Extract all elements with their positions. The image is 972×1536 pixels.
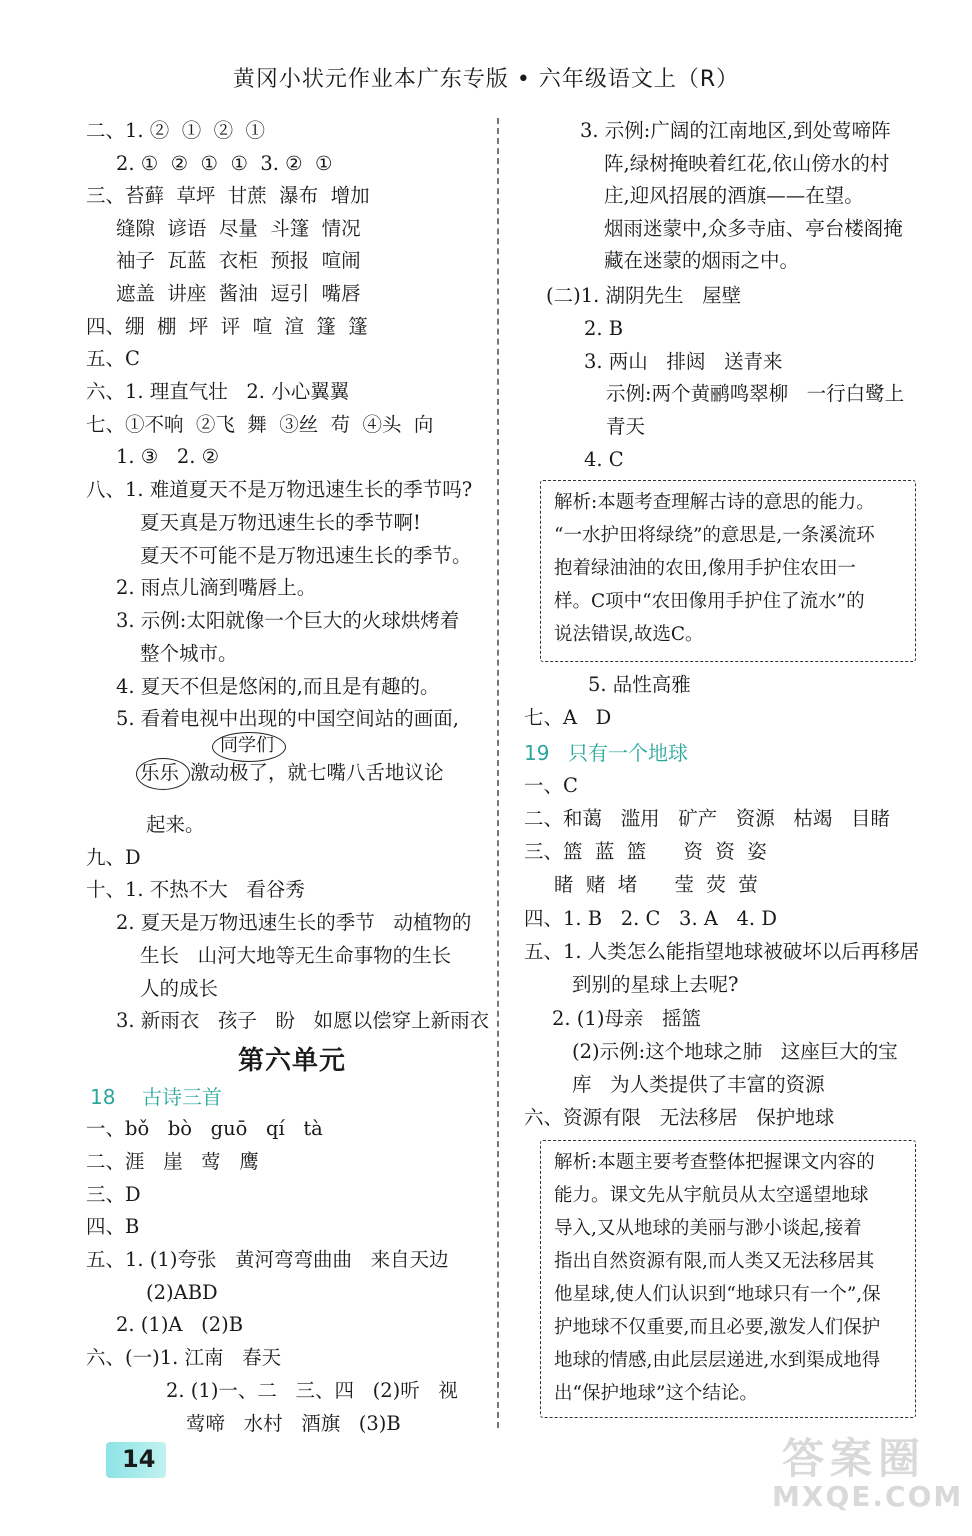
answer-line: 2. (1)母亲 摇篮: [552, 1007, 702, 1030]
answer-line: 生长 山河大地等无生命事物的生长: [140, 944, 452, 967]
answer-line: 四、1. B 2. C 3. A 4. D: [524, 907, 777, 930]
answer-line: 3. 两山 排闼 送青来: [584, 350, 783, 373]
answer-line: 激动极了，就七嘴八舌地议论: [190, 761, 444, 784]
answer-line: 1. ③ 2. ②: [116, 445, 220, 468]
answer-line: 整个城市。: [140, 642, 238, 665]
analysis-line: 指出自然资源有限,而人类又无法移居其: [554, 1251, 875, 1272]
answer-line: 2. (1)A (2)B: [116, 1313, 244, 1336]
unit-title: 第六单元: [238, 1046, 347, 1076]
answer-line: 五、1. 人类怎么能指望地球被破坏以后再移居: [524, 940, 920, 963]
answer-line: 三、篮 蓝 篮 资 资 姿: [524, 840, 767, 863]
answer-line: 三、苔藓 草坪 甘蔗 瀑布 增加: [86, 184, 370, 207]
answer-line: 五、1. (1)夸张 黄河弯弯曲曲 来自天边: [86, 1248, 449, 1271]
lesson-number: 18: [90, 1085, 116, 1109]
analysis-line: 护地球不仅重要,而且必要,激发人们保护: [554, 1317, 881, 1338]
answer-line: 二、涯 崖 莺 鹰: [86, 1150, 259, 1173]
answer-line: 2. B: [584, 317, 624, 340]
answer-line: 二、1. ② ① ② ①: [86, 119, 265, 142]
answer-line: 人的成长: [140, 977, 219, 1000]
answer-line: 5. 品性高雅: [588, 673, 691, 696]
answer-line: 睹 赌 堵 莹 荧 萤: [554, 873, 758, 896]
watermark-text: 答案圈: [782, 1434, 927, 1483]
answer-line: 五、C: [86, 347, 140, 370]
answer-line: 到别的星球上去呢?: [572, 973, 739, 996]
answer-line: 六、资源有限 无法移居 保护地球: [524, 1106, 835, 1129]
lesson-title: 只有一个地球: [568, 741, 688, 765]
answer-line: (2)示例:这个地球之肺 这座巨大的宝: [572, 1040, 898, 1063]
answer-line: 十、1. 不热不大 看谷秀: [86, 878, 305, 901]
answer-line: 袖子 瓦蓝 衣柜 预报 喧闹: [116, 249, 361, 272]
answer-line: 莺啼 水村 酒旗 (3)B: [186, 1412, 401, 1435]
analysis-line: “一水护田将绿绕”的意思是,一条溪流环: [554, 525, 875, 546]
answer-line: (2)ABD: [146, 1281, 218, 1304]
analysis-line: 抱着绿油油的农田,像用手护住农田一: [554, 558, 856, 579]
answer-line: 2. 雨点儿滴到嘴唇上。: [116, 576, 317, 599]
answer-line: 起来。: [146, 813, 205, 836]
answer-line: 2. 夏天是万物迅速生长的季节 动植物的: [116, 911, 472, 934]
answer-line: 藏在迷蒙的烟雨之中。: [604, 249, 800, 272]
analysis-line: 导入,又从地球的美丽与渺小谈起,接着: [554, 1218, 862, 1239]
answer-line: 三、D: [86, 1183, 141, 1206]
watermark: [772, 1426, 964, 1516]
answer-line: 七、①不响 ②飞 舞 ③丝 苟 ④头 向: [86, 413, 434, 436]
lesson-title: 古诗三首: [142, 1085, 222, 1109]
answer-line: 3. 示例:太阳就像一个巨大的火球烘烤着: [116, 609, 460, 632]
answer-line: 庄,迎风招展的酒旗——在望。: [604, 184, 864, 207]
analysis-line: 出“保护地球”这个结论。: [554, 1383, 758, 1404]
answer-line: 2. (1)一、二 三、四 (2)听 视: [166, 1379, 458, 1402]
inserted-text: 同学们: [220, 735, 274, 756]
answer-line: 九、D: [86, 846, 141, 869]
answer-line: 六、(一)1. 江南 春天: [86, 1346, 282, 1369]
answer-line: 四、B: [86, 1215, 140, 1238]
answer-line: 四、绷 棚 坪 评 喧 渲 篷 篷: [86, 315, 368, 338]
answer-line: 青天: [606, 415, 646, 438]
answer-line: 二、和蔼 滥用 矿产 资源 枯竭 目睹: [524, 807, 890, 830]
answer-line: 库 为人类提供了丰富的资源: [572, 1073, 825, 1096]
answer-line: 七、A D: [524, 706, 612, 729]
answer-line: 烟雨迷蒙中,众多寺庙、亭台楼阁掩: [604, 217, 903, 240]
analysis-line: 解析:本题考查理解古诗的意思的能力。: [554, 492, 875, 513]
analysis-line: 能力。课文先从宇航员从太空遥望地球: [554, 1185, 869, 1206]
answer-line: 夏天真是万物迅速生长的季节啊!: [140, 511, 421, 534]
analysis-line: 样。C项中“农田像用手护住了流水”的: [554, 591, 865, 612]
analysis-line: 他星球,使人们认识到“地球只有一个”,保: [554, 1284, 881, 1305]
answer-line: 夏天不可能不是万物迅速生长的季节。: [140, 544, 472, 567]
answer-line: 八、1. 难道夏天不是万物迅速生长的季节吗?: [86, 478, 473, 501]
answer-line: 六、1. 理直气壮 2. 小心翼翼: [86, 380, 350, 403]
answer-line: 一、bǒ bò guō qí tà: [86, 1117, 323, 1140]
answer-line: 3. 示例:广阔的江南地区,到处莺啼阵: [580, 119, 891, 142]
answer-line: 一、C: [524, 774, 578, 797]
watermark-url: MXQE.COM: [772, 1480, 964, 1513]
answer-line: 缝隙 谚语 尽量 斗篷 情况: [116, 217, 361, 240]
lesson-number: 19: [524, 741, 550, 765]
answer-line: 5. 看着电视中出现的中国空间站的画面,: [116, 707, 460, 730]
page-header: 黄冈小状元作业本广东专版 • 六年级语文上（R）: [232, 67, 740, 92]
answer-line: 2. ① ② ① ① 3. ② ①: [116, 152, 333, 175]
analysis-line: 地球的情感,由此层层递进,水到渠成地得: [554, 1350, 881, 1371]
circled-text: 乐乐: [140, 761, 180, 784]
analysis-line: 解析:本题主要考查整体把握课文内容的: [554, 1152, 875, 1173]
analysis-box: [540, 1140, 916, 1418]
column-divider: [497, 118, 499, 1428]
answer-line: 4. 夏天不但是悠闲的,而且是有趣的。: [116, 675, 440, 698]
answer-line: 4. C: [584, 448, 624, 471]
answer-line: 阵,绿树掩映着红花,依山傍水的村: [604, 152, 890, 175]
analysis-line: 说法错误,故选C。: [554, 624, 704, 645]
page-number: 14: [122, 1445, 156, 1473]
answer-line: (二)1. 湖阴先生 屋壁: [546, 284, 742, 307]
answer-line: 3. 新雨衣 孩子 盼 如愿以偿穿上新雨衣: [116, 1009, 490, 1032]
answer-line: 遮盖 讲座 酱油 逗引 嘴唇: [116, 282, 361, 305]
answer-line: 示例:两个黄鹂鸣翠柳 一行白鹭上: [606, 382, 905, 405]
